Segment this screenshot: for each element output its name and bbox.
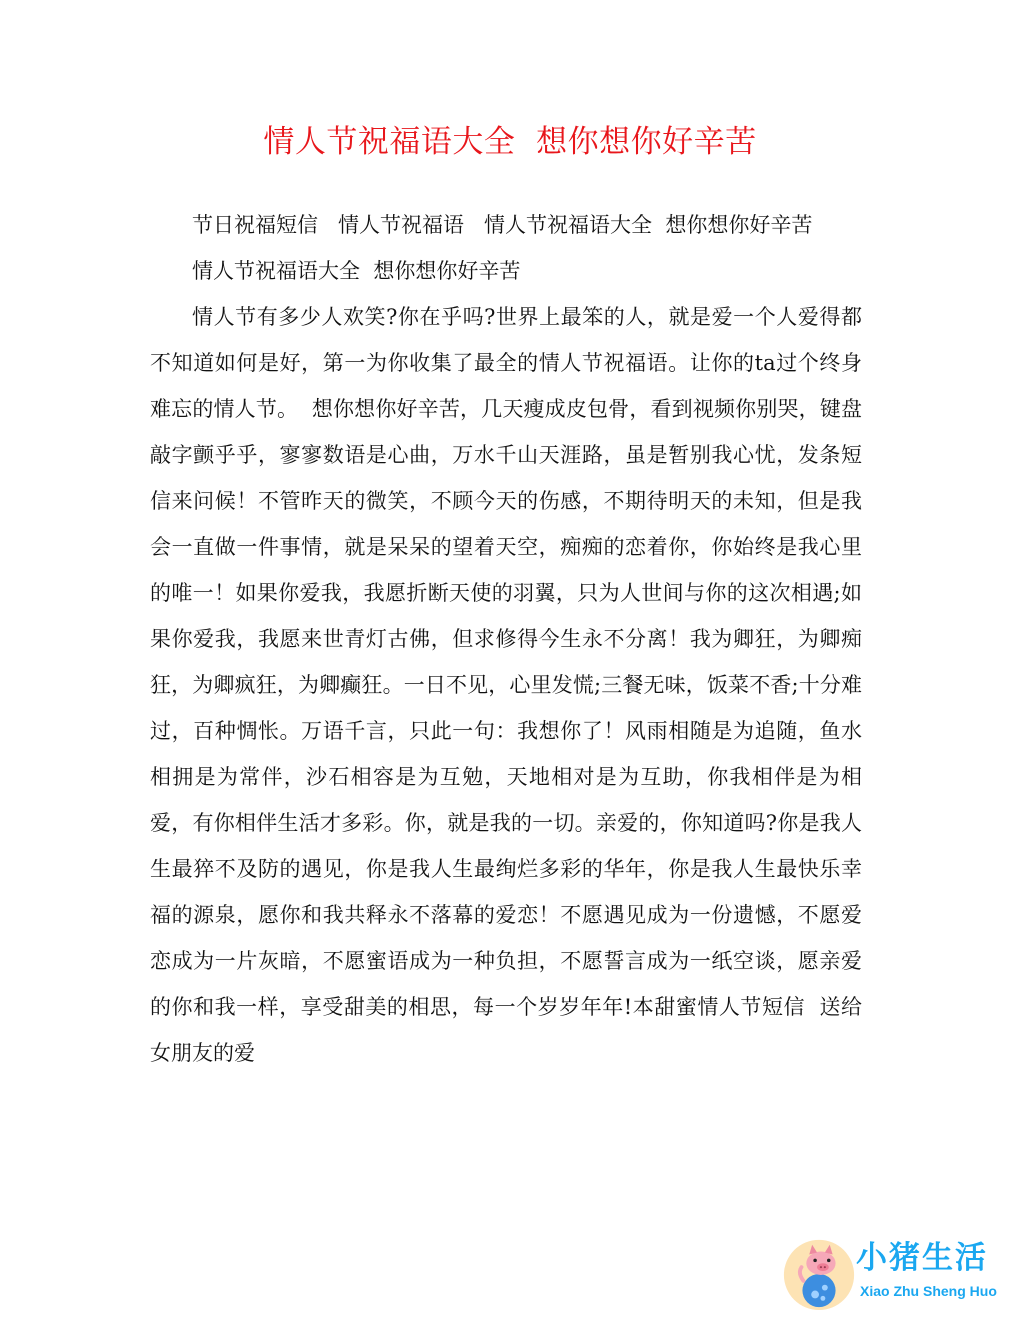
paragraph-tags: 节日祝福短信 情人节祝福语 情人节祝福语大全 想你想你好辛苦	[192, 213, 813, 237]
paragraph-main: 情人节有多少人欢笑?你在乎吗?世界上最笨的人，就是爱一个人爱得都不知道如何是好，第一为你收集了最全的情人节祝福语。让你的ta过个终身难忘的情人节。 想你想你好辛苦，几天瘦成皮包骨，看到视频你别哭，键盘敲字颤乎乎，寥寥数语是心曲，万水千山天涯路，虽是暂别我心忧，发条短信来问候！不管昨天的微笑，不顾今天的伤感，不期待明天的未知，但是我会一直做一件事情，就是呆呆的望着天空，痴痴的恋着你，你始终是我心里的唯一！如果你爱我，我愿折断天使的羽翼，只为人世间与你的这次相遇;如果你爱我，我愿来世青灯古佛，但求修得今生永不分离！我为卿狂，为卿痴狂，为卿疯狂，为卿癫狂。一日不见，心里发慌;三餐无味，饭菜不香;十分难过，百种惆怅。万语千言，只此一句：我想你了！风雨相随是为追随，鱼水相拥是为常伴，沙石相容是为互勉，天地相对是为互助，你我相伴是为相爱，有你相伴生活才多彩。你，就是我的一切。亲爱的，你知道吗?你是我人生最猝不及防的遇见，你是我人生最绚烂多彩的华年，你是我人生最快乐幸福的源泉，愿你和我共释永不落幕的爱恋！不愿遇见成为一份遗憾，不愿爱恋成为一片灰暗，不愿蜜语成为一种负担，不愿誓言成为一纸空谈，愿亲爱的你和我一样，享受甜美的相思，每一个岁岁年年!本甜蜜情人节短信 送给女朋友的爱	[150, 305, 862, 1065]
document-body	[150, 202, 862, 1076]
watermark-logo	[780, 1226, 1016, 1314]
document-title: 情人节祝福语大全 想你想你好辛苦	[263, 124, 757, 160]
pig-mascot-icon	[780, 1234, 858, 1312]
paragraph-subtitle: 情人节祝福语大全 想你想你好辛苦	[192, 259, 521, 283]
watermark-name-cn: 小猪生活	[856, 1240, 988, 1276]
watermark-name-en: Xiao Zhu Sheng Huo	[860, 1283, 997, 1299]
